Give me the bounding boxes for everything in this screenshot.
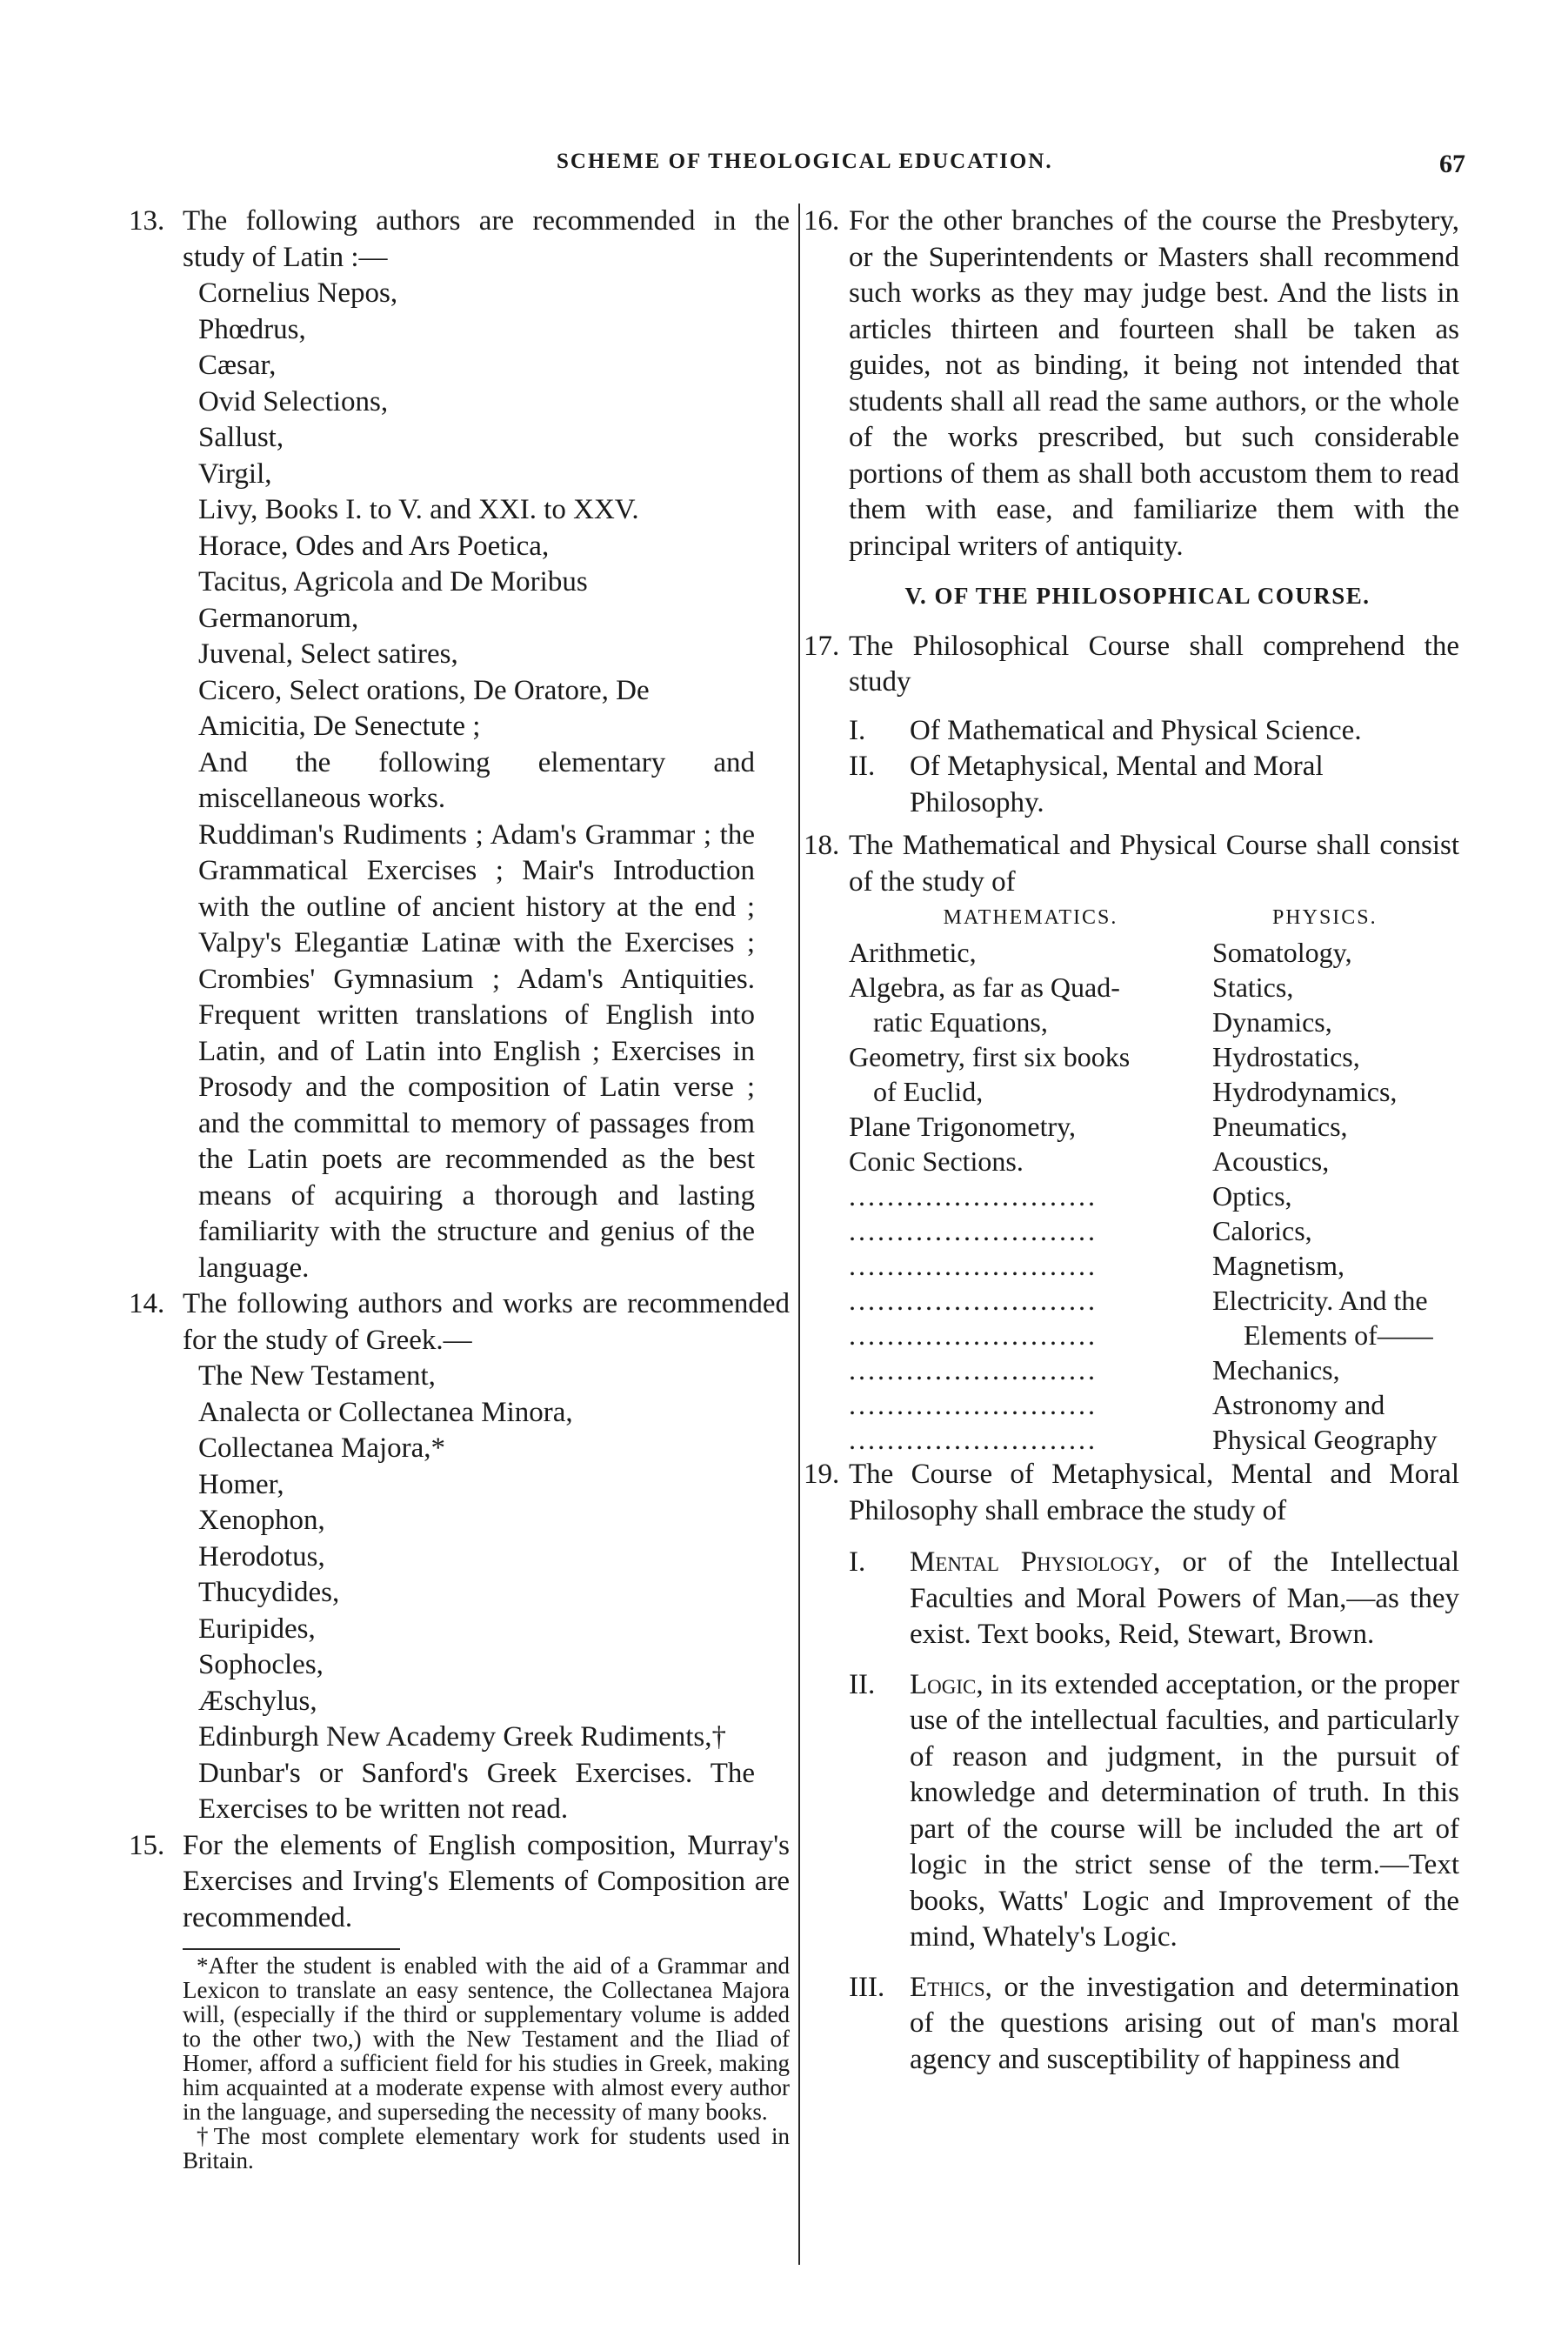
footnote: *After the student is enabled with the aid of a Grammar and Lexicon to translate an easy sentence, the Collectanea Majora will, (especially if the third or supplementary volume is added to the other two,) with the New Testament and the Iliad of Homer, afford a sufficient field for his studies in Greek, making him acquainted at a moderate expense with almost every author in the language, and superseding the necessity of many books. bbox=[183, 1953, 790, 2125]
article-16 bbox=[804, 204, 1459, 564]
roman-text: Of Metaphysical, Mental and Moral Philosophy. bbox=[910, 751, 1324, 818]
table-row bbox=[849, 1144, 1438, 1179]
physics-cell: Electricity. And the bbox=[1212, 1285, 1428, 1316]
term-body: or the investigation and determination of the questions arising out of man's moral agency and susceptibility of happiness and bbox=[910, 1971, 1459, 2075]
list-item: Ovid Selections, bbox=[198, 385, 389, 417]
article-16-text: For the other branches of the course the Presbytery, or the Superintendents or Masters shall recommend such works as they may judge best. And the lists in articles thirteen and fourteen shall be taken as guides, not as binding, it being not intended that students shall all read the same authors, or the whole of the works prescribed, but such considerable portions of them as shall both accustom them to read them with ease, and familiarize them with the principal writers of antiquity. bbox=[849, 205, 1459, 562]
article-15-text: For the elements of English composition, Murray's Exercises and Irving's Elements of Composition are recommended. bbox=[183, 1829, 790, 1933]
article-18-text: The Mathematical and Physical Course shall consist of the study of bbox=[849, 830, 1459, 898]
article-number: 16. bbox=[804, 205, 840, 237]
physics-cell: Magnetism, bbox=[1212, 1250, 1344, 1281]
physics-cell: Astronomy and bbox=[1212, 1389, 1385, 1420]
article-number: 18. bbox=[804, 830, 840, 861]
physics-cell: Hydrodynamics, bbox=[1212, 1076, 1398, 1107]
dot-leader: .......................... bbox=[849, 1180, 1098, 1212]
physics-cell: Mechanics, bbox=[1212, 1354, 1340, 1386]
article-19 bbox=[804, 1457, 1459, 2078]
table-row bbox=[849, 1352, 1438, 1387]
table-row bbox=[849, 970, 1438, 1005]
list-item: Thucydides, bbox=[198, 1577, 340, 1608]
table-row bbox=[849, 1248, 1438, 1283]
roman-text bbox=[910, 1545, 1459, 1653]
roman-item bbox=[849, 749, 1459, 821]
physics-cell: Statics, bbox=[1212, 972, 1294, 1003]
page-number: 67 bbox=[1439, 150, 1465, 178]
article-14 bbox=[129, 1286, 790, 1828]
physics-cell: Somatology, bbox=[1212, 937, 1352, 968]
list-item: Euripides, bbox=[198, 1613, 316, 1645]
physics-cell: Dynamics, bbox=[1212, 1006, 1332, 1038]
list-item: Livy, Books I. to V. and XXI. to XXV. bbox=[198, 494, 639, 525]
roman-text bbox=[910, 1970, 1459, 2079]
right-column bbox=[804, 204, 1459, 2078]
table-row bbox=[849, 1422, 1438, 1457]
physics-cell: Pneumatics, bbox=[1212, 1111, 1348, 1142]
term-lead: Mental Physiology, bbox=[910, 1546, 1161, 1578]
list-item: Æschylus, bbox=[198, 1685, 317, 1717]
list-item: Tacitus, Agricola and De Moribus Germanorum, bbox=[198, 566, 588, 634]
term-body: in its extended acceptation, or the proper use of the intellectual faculties, and particularly of reason and judgment, in the pursuit of knowledge and determination of truth. In this part of the course will be included the art of logic in the strict sense of the term.—Text books, Watts' Logic and Improvement of the mind, Whately's Logic. bbox=[910, 1668, 1459, 1953]
article-13-followup: And the following elementary and miscellaneous works. bbox=[198, 746, 755, 814]
dot-leader: .......................... bbox=[849, 1354, 1098, 1386]
roman-item bbox=[849, 1545, 1459, 1653]
left-column bbox=[129, 204, 790, 2173]
roman-numeral: I. bbox=[849, 714, 866, 746]
list-item: Virgil, bbox=[198, 457, 272, 490]
physics-cell: Calorics, bbox=[1212, 1215, 1312, 1246]
section-heading: V. OF THE PHILOSOPHICAL COURSE. bbox=[904, 583, 1371, 609]
dot-leader: .......................... bbox=[849, 1319, 1098, 1351]
column-header-physics: PHYSICS. bbox=[1271, 906, 1378, 929]
column-divider bbox=[798, 204, 800, 2265]
article-13-intro: The following authors are recommended in the study of Latin :— bbox=[183, 205, 790, 273]
roman-numeral: III. bbox=[849, 1971, 885, 2003]
roman-numeral: I. bbox=[849, 1546, 866, 1578]
roman-item bbox=[849, 1970, 1459, 2079]
list-item: Analecta or Collectanea Minora, bbox=[198, 1396, 573, 1428]
list-item: Dunbar's or Sanford's Greek Exercises. The Exercises to be written not read. bbox=[198, 1757, 755, 1825]
list-item: Horace, Odes and Ars Poetica, bbox=[198, 530, 550, 562]
term-lead: Logic, bbox=[910, 1668, 984, 1700]
article-number: 15. bbox=[129, 1829, 165, 1861]
math-cell: Conic Sections. bbox=[849, 1145, 1024, 1177]
running-title: SCHEME OF THEOLOGICAL EDUCATION. bbox=[557, 150, 1053, 173]
table-row bbox=[849, 1039, 1438, 1074]
physics-cell: Hydrostatics, bbox=[1212, 1041, 1360, 1072]
article-17-text: The Philosophical Course shall comprehend the study bbox=[849, 630, 1459, 698]
list-item: Juvenal, Select satires, bbox=[198, 638, 458, 670]
list-item: The New Testament, bbox=[198, 1360, 436, 1392]
table-row bbox=[849, 1074, 1438, 1109]
math-cell: Plane Trigonometry, bbox=[849, 1111, 1077, 1142]
list-item: Cicero, Select orations, De Oratore, De Amicitia, De Senectute ; bbox=[198, 674, 650, 742]
dot-leader: .......................... bbox=[849, 1424, 1098, 1455]
article-13 bbox=[129, 204, 790, 1286]
list-item: Cæsar, bbox=[198, 350, 277, 381]
roman-text: Of Mathematical and Physical Science. bbox=[910, 714, 1362, 746]
list-item: Homer, bbox=[198, 1468, 284, 1500]
article-14-intro: The following authors and works are recommended for the study of Greek.— bbox=[183, 1288, 790, 1356]
roman-numeral: II. bbox=[849, 751, 876, 782]
article-number: 17. bbox=[804, 630, 840, 662]
article-13-body: Ruddiman's Rudiments ; Adam's Grammar ; the Grammatical Exercises ; Mair's Introduction with the outline of ancient history at the end ; Valpy's Elegantiæ Latinæ with the Exercises ; Crombies' Gymnasium ; Adam's Antiquities. Frequent written translations of English into Latin, and of Latin into English ; Exercises in Prosody and the composition of Latin verse ; and the committal to memory of passages from the Latin poets are recommended as the best means of acquiring a thorough and lasting familiarity with the structure and genius of the language. bbox=[198, 818, 755, 1284]
math-cell: ratic Equations, bbox=[873, 1006, 1048, 1038]
table-row bbox=[849, 1213, 1438, 1248]
table-row bbox=[849, 1179, 1438, 1213]
math-cell: Geometry, first six books bbox=[849, 1041, 1131, 1072]
list-item: Phœdrus, bbox=[198, 313, 306, 345]
article-15 bbox=[129, 1828, 790, 1937]
math-cell: of Euclid, bbox=[873, 1076, 984, 1107]
article-number: 19. bbox=[804, 1459, 840, 1490]
physics-cell: Physical Geography bbox=[1212, 1424, 1438, 1455]
math-cell: Arithmetic, bbox=[849, 937, 977, 968]
dot-leader: .......................... bbox=[849, 1389, 1098, 1420]
dot-leader: .......................... bbox=[849, 1215, 1098, 1246]
article-number: 14. bbox=[129, 1288, 165, 1319]
roman-item bbox=[849, 1667, 1459, 1956]
list-item: Cornelius Nepos, bbox=[198, 277, 398, 309]
list-item: Sophocles, bbox=[198, 1649, 324, 1680]
article-number: 13. bbox=[129, 205, 165, 237]
physics-cell: Acoustics, bbox=[1212, 1145, 1330, 1177]
term-lead: Ethics, bbox=[910, 1971, 992, 2003]
table-row bbox=[849, 935, 1438, 970]
greek-works-list bbox=[198, 1359, 790, 1828]
list-item: Herodotus, bbox=[198, 1540, 325, 1572]
list-item: Edinburgh New Academy Greek Rudiments,† bbox=[198, 1721, 727, 1753]
list-item: Collectanea Majora,* bbox=[198, 1432, 446, 1464]
term-body: or of the Intellectual Faculties and Moral Powers of Man,—as they exist. Text books, Reid, Stewart, Brown. bbox=[910, 1546, 1459, 1650]
physics-cell: Optics, bbox=[1212, 1180, 1292, 1212]
table-row bbox=[849, 1283, 1438, 1318]
table-row bbox=[849, 1387, 1438, 1422]
article-18 bbox=[804, 828, 1459, 1457]
dot-leader: .......................... bbox=[849, 1285, 1098, 1316]
list-item: Sallust, bbox=[198, 422, 284, 453]
dot-leader: .......................... bbox=[849, 1250, 1098, 1281]
roman-item bbox=[849, 713, 1459, 750]
article-17 bbox=[804, 629, 1459, 822]
math-cell: Algebra, as far as Quad- bbox=[849, 972, 1120, 1003]
list-item: Xenophon, bbox=[198, 1505, 325, 1536]
roman-numeral: II. bbox=[849, 1668, 876, 1700]
column-header-mathematics: MATHEMATICS. bbox=[943, 906, 1118, 929]
running-header bbox=[0, 150, 1568, 184]
table-row bbox=[849, 1318, 1438, 1352]
course-table bbox=[849, 900, 1438, 1457]
table-header-row bbox=[849, 900, 1438, 935]
physics-cell: Elements of—— bbox=[1244, 1319, 1433, 1351]
footnote-divider bbox=[183, 1948, 400, 1950]
latin-authors-list bbox=[198, 276, 790, 745]
footnote: †The most complete elementary work for students used in Britain. bbox=[183, 2123, 790, 2173]
table-row bbox=[849, 1109, 1438, 1144]
table-row bbox=[849, 1005, 1438, 1039]
roman-text bbox=[910, 1667, 1459, 1956]
article-19-text: The Course of Metaphysical, Mental and Moral Philosophy shall embrace the study of bbox=[849, 1459, 1459, 1526]
footnotes bbox=[183, 1953, 790, 2173]
